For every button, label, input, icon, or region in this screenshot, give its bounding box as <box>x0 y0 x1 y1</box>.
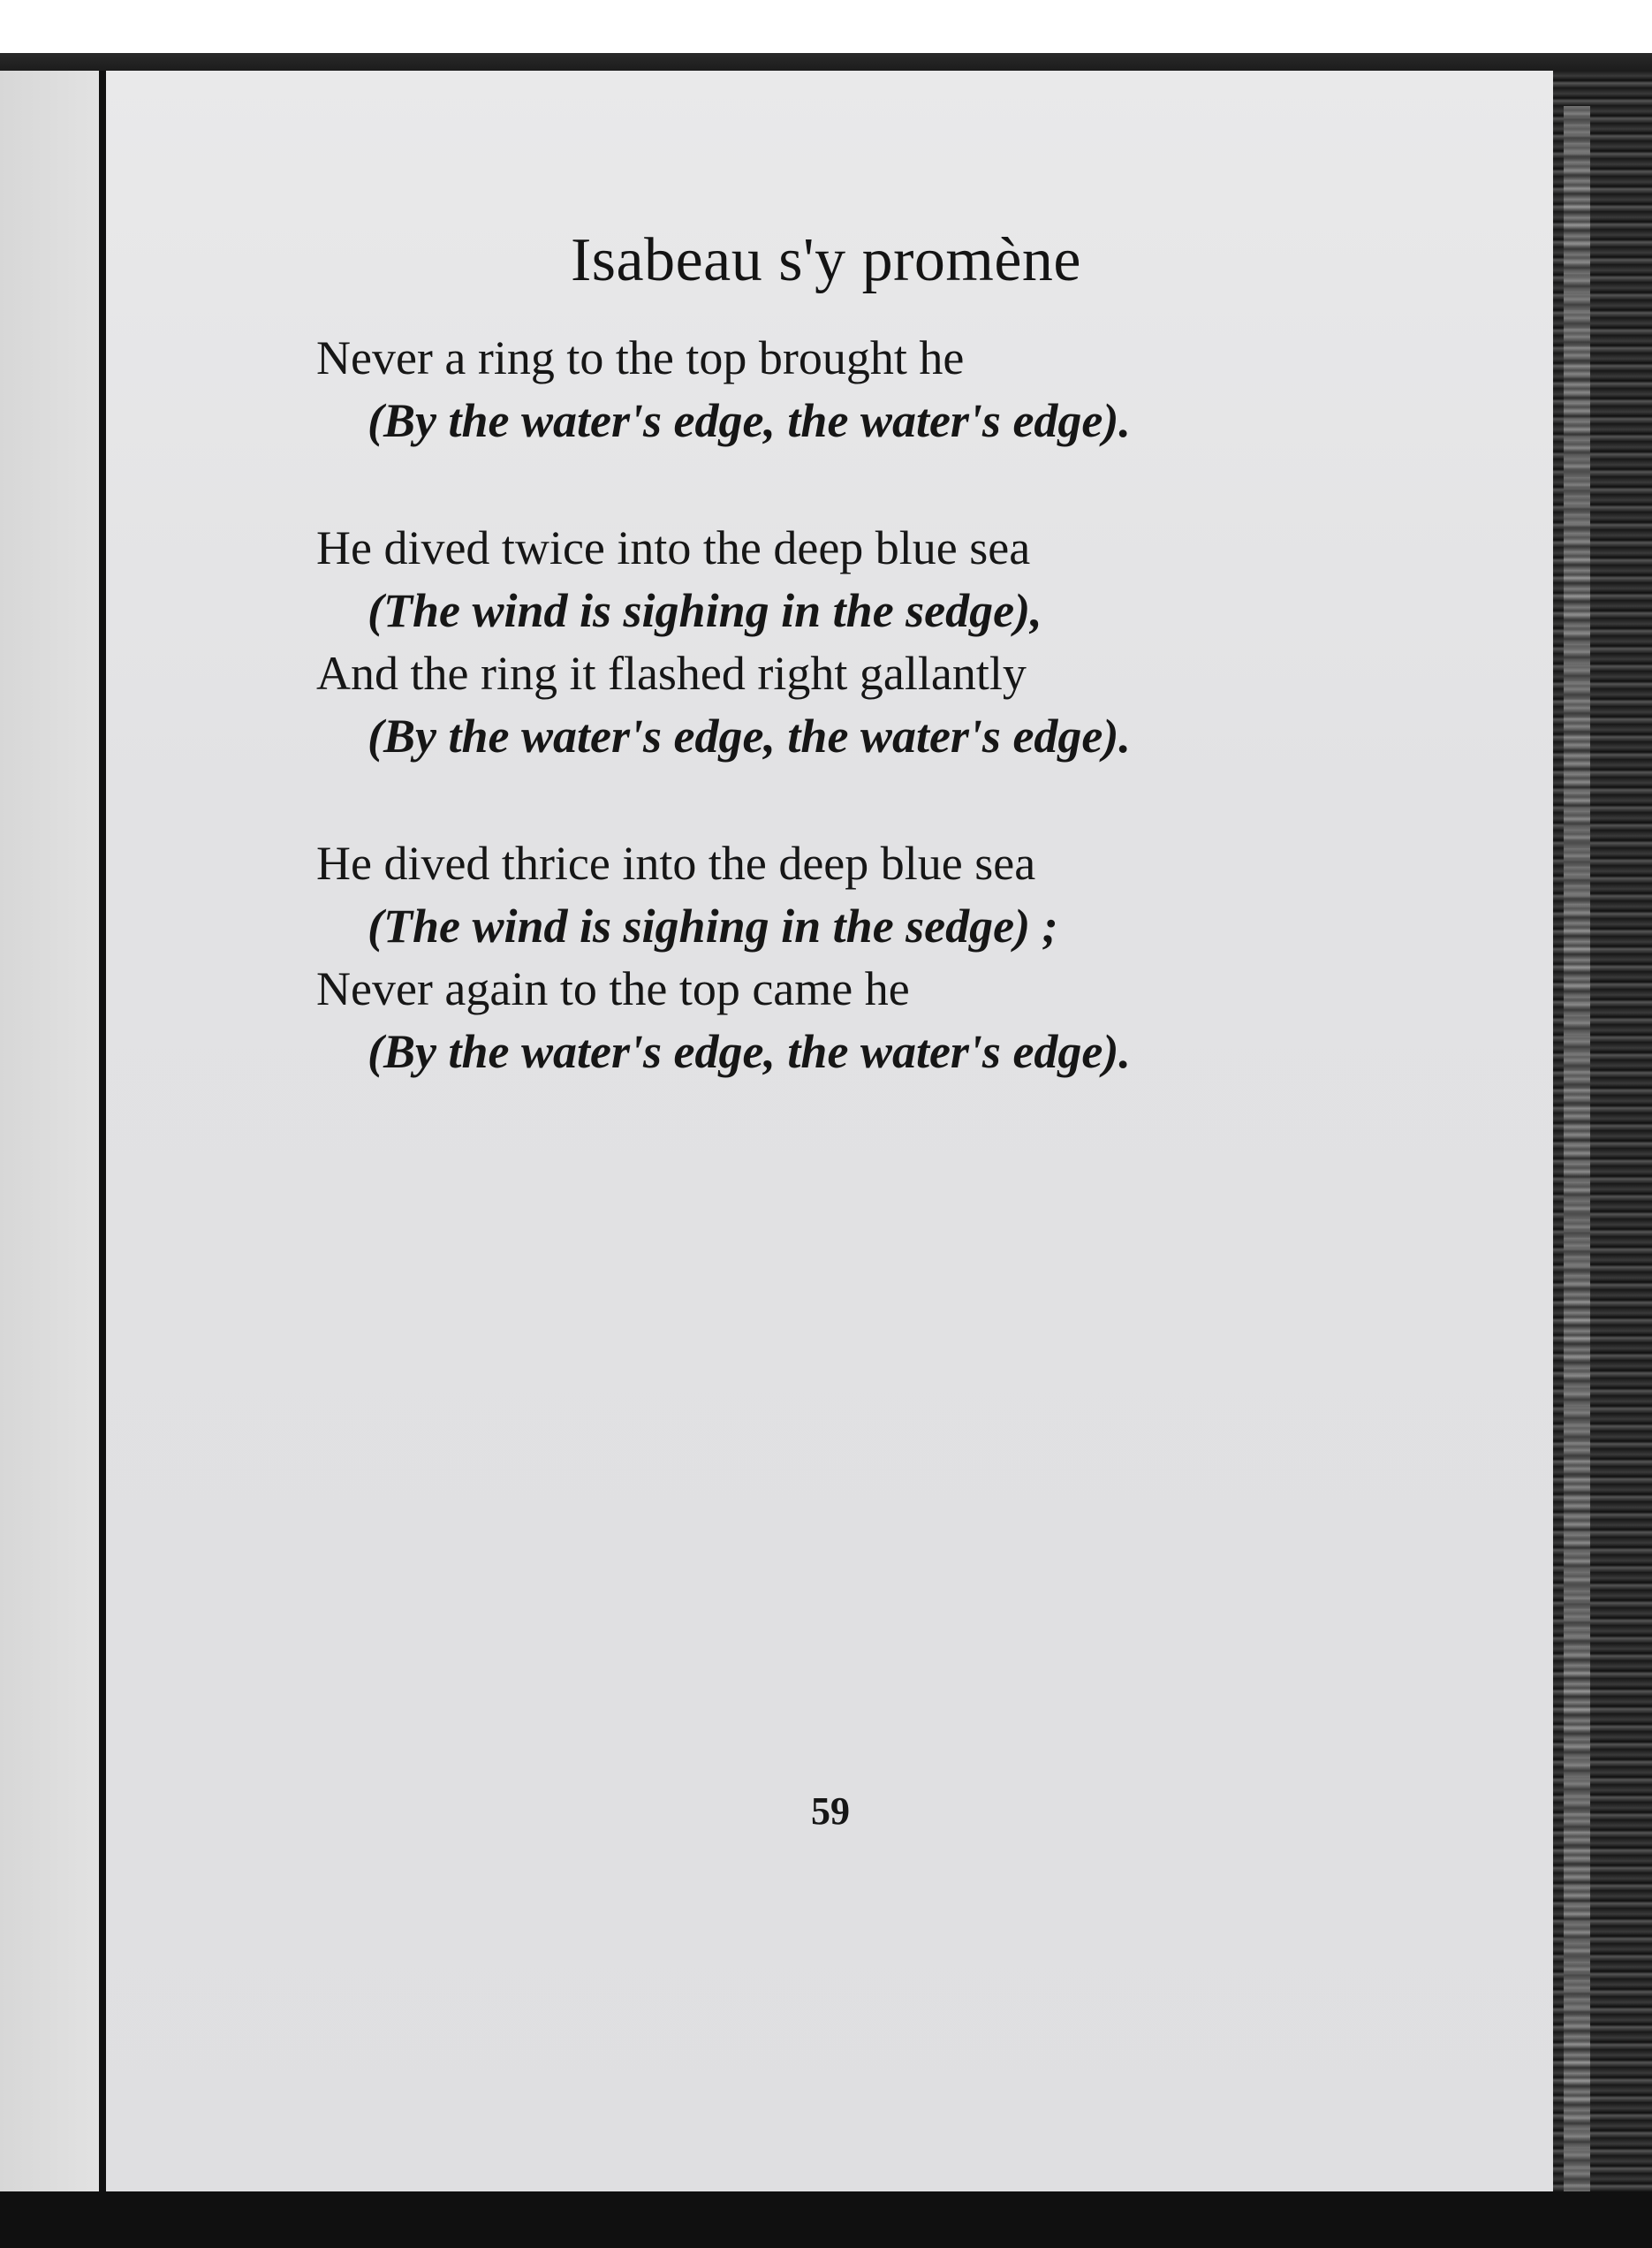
stanza-1 <box>316 327 1376 452</box>
poem-refrain-line: (The wind is sighing in the sedge), <box>368 584 1042 637</box>
poem-refrain-line: (By the water's edge, the water's edge). <box>368 1025 1131 1078</box>
page-edges-texture <box>1564 106 1590 2191</box>
poem-line: He dived twice into the deep blue sea <box>316 521 1031 574</box>
book-gutter <box>99 71 106 2191</box>
poem-line: Never again to the top came he <box>316 962 910 1015</box>
scan-bottom-border <box>0 2191 1652 2248</box>
poem-refrain-line: (The wind is sighing in the sedge) ; <box>368 900 1058 953</box>
poem-line: He dived thrice into the deep blue sea <box>316 837 1036 890</box>
poem-title: Isabeau s'y promène <box>570 226 1081 294</box>
poem-body <box>316 327 1376 1148</box>
scan-top-border <box>0 0 1652 81</box>
stanza-3 <box>316 832 1376 1083</box>
poem-refrain-line: (By the water's edge, the water's edge). <box>368 710 1131 763</box>
stanza-2 <box>316 517 1376 768</box>
poem-refrain-line: (By the water's edge, the water's edge). <box>368 394 1131 447</box>
poem-line: Never a ring to the top brought he <box>316 331 965 384</box>
page-number <box>0 1785 1652 1838</box>
facing-page-edge <box>0 71 99 2191</box>
poem-line: And the ring it flashed right gallantly <box>316 647 1027 700</box>
page-number-text: 59 <box>811 1789 850 1833</box>
